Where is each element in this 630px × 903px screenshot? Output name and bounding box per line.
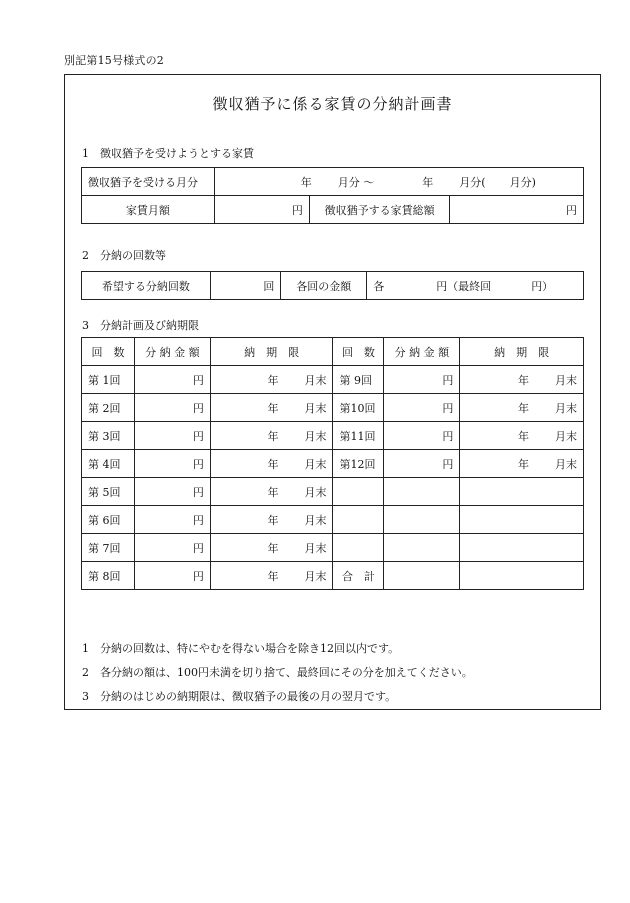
installment-due-field[interactable] bbox=[210, 562, 333, 590]
month-end: 月分( bbox=[459, 175, 486, 189]
deferral-period-label: 徴収猶予を受ける月分 bbox=[82, 168, 215, 196]
due-year: 年 bbox=[518, 429, 529, 443]
form-number-label: 別記第15号様式の2 bbox=[64, 54, 164, 67]
installment-number: 第 2回 bbox=[82, 394, 135, 422]
installment-number: 第 9回 bbox=[333, 366, 384, 394]
due-month-end: 月末 bbox=[304, 401, 327, 415]
installment-amount-field[interactable]: 円 bbox=[134, 534, 210, 562]
monthly-rent-field[interactable]: 円 bbox=[214, 196, 309, 224]
deferral-period-field[interactable] bbox=[214, 168, 583, 196]
installment-due-field[interactable] bbox=[210, 534, 333, 562]
due-year: 年 bbox=[267, 429, 279, 443]
plan-row bbox=[82, 478, 584, 506]
installment-number: 第 8回 bbox=[82, 562, 135, 590]
year-start: 年 bbox=[300, 175, 312, 189]
due-month-end: 月末 bbox=[304, 429, 327, 443]
deferral-period-row bbox=[82, 168, 584, 196]
month-start: 月分 〜 bbox=[337, 175, 375, 189]
yen-close: 円） bbox=[531, 279, 554, 293]
installment-count-label: 希望する分納回数 bbox=[82, 272, 211, 300]
due-month-end: 月末 bbox=[555, 401, 577, 415]
installment-number: 第 5回 bbox=[82, 478, 135, 506]
installment-count-field[interactable]: 回 bbox=[210, 272, 281, 300]
due-month-end: 月末 bbox=[304, 373, 327, 387]
plan-row bbox=[82, 562, 584, 590]
installment-number: 第 1回 bbox=[82, 366, 135, 394]
empty-cell bbox=[460, 534, 584, 562]
header-amount: 分 納 金 額 bbox=[384, 338, 460, 366]
installment-number: 第11回 bbox=[333, 422, 384, 450]
rent-row bbox=[82, 196, 584, 224]
installment-due-field[interactable] bbox=[210, 478, 333, 506]
installment-amount-field[interactable]: 円 bbox=[384, 394, 460, 422]
empty-cell bbox=[333, 478, 384, 506]
installment-due-field[interactable] bbox=[460, 366, 584, 394]
installment-number: 第10回 bbox=[333, 394, 384, 422]
due-year: 年 bbox=[267, 373, 279, 387]
installment-number: 第 6回 bbox=[82, 506, 135, 534]
due-year: 年 bbox=[267, 541, 279, 555]
total-label: 合 計 bbox=[333, 562, 384, 590]
plan-row bbox=[82, 534, 584, 562]
note-item: 2 各分納の額は、100円未満を切り捨て、最終回にその分を加えてください。 bbox=[82, 666, 473, 679]
installment-count-row bbox=[82, 272, 584, 300]
installment-number: 第 4回 bbox=[82, 450, 135, 478]
installment-amount-field[interactable]: 円 bbox=[134, 450, 210, 478]
installment-amount-field[interactable]: 円 bbox=[384, 422, 460, 450]
due-year: 年 bbox=[518, 401, 529, 415]
due-month-end: 月末 bbox=[304, 513, 327, 527]
year-end: 年 bbox=[422, 175, 434, 189]
header-amount: 分 納 金 額 bbox=[134, 338, 210, 366]
total-blank bbox=[460, 562, 584, 590]
month-paren: 月分) bbox=[509, 175, 536, 189]
installment-amount-field[interactable]: 円 bbox=[134, 422, 210, 450]
installment-amount-field[interactable]: 円 bbox=[134, 478, 210, 506]
installment-due-field[interactable] bbox=[460, 450, 584, 478]
due-month-end: 月末 bbox=[555, 457, 577, 471]
header-due: 納 期 限 bbox=[460, 338, 584, 366]
due-year: 年 bbox=[267, 457, 279, 471]
empty-cell bbox=[333, 534, 384, 562]
each-prefix: 各 bbox=[373, 279, 385, 293]
installment-amount-field[interactable]: 円 bbox=[134, 366, 210, 394]
empty-cell bbox=[333, 506, 384, 534]
deferred-total-field[interactable]: 円 bbox=[450, 196, 584, 224]
note-item: 1 分納の回数は、特にやむを得ない場合を除き12回以内です。 bbox=[82, 642, 400, 655]
due-year: 年 bbox=[518, 457, 529, 471]
yen-final: 円（最終回 bbox=[436, 279, 492, 293]
plan-row bbox=[82, 506, 584, 534]
deferred-total-label: 徴収猶予する家賃総額 bbox=[309, 196, 449, 224]
notes bbox=[82, 637, 473, 709]
empty-cell bbox=[460, 478, 584, 506]
section2-heading: 2 分納の回数等 bbox=[82, 249, 166, 262]
due-year: 年 bbox=[267, 569, 279, 583]
installment-amount-field[interactable]: 円 bbox=[134, 394, 210, 422]
document-title: 徴収猶予に係る家賃の分納計画書 bbox=[212, 95, 453, 113]
header-due: 納 期 限 bbox=[210, 338, 333, 366]
due-year: 年 bbox=[267, 401, 279, 415]
due-month-end: 月末 bbox=[304, 485, 327, 499]
due-month-end: 月末 bbox=[555, 429, 577, 443]
section1-table bbox=[81, 167, 584, 224]
installment-due-field[interactable] bbox=[210, 422, 333, 450]
monthly-rent-label: 家賃月額 bbox=[82, 196, 215, 224]
installment-number: 第12回 bbox=[333, 450, 384, 478]
section2-table bbox=[81, 271, 584, 300]
installment-due-field[interactable] bbox=[210, 506, 333, 534]
due-month-end: 月末 bbox=[304, 569, 327, 583]
plan-row bbox=[82, 450, 584, 478]
plan-header-row bbox=[82, 338, 584, 366]
empty-cell bbox=[384, 478, 460, 506]
plan-row bbox=[82, 394, 584, 422]
due-year: 年 bbox=[518, 373, 529, 387]
section1-heading: 1 徴収猶予を受けようとする家賃 bbox=[82, 147, 254, 160]
due-month-end: 月末 bbox=[304, 541, 327, 555]
each-amount-label: 各回の金額 bbox=[281, 272, 367, 300]
header-count: 回 数 bbox=[82, 338, 135, 366]
installment-amount-field[interactable]: 円 bbox=[384, 366, 460, 394]
empty-cell bbox=[460, 506, 584, 534]
installment-amount-field[interactable]: 円 bbox=[134, 506, 210, 534]
due-month-end: 月末 bbox=[555, 373, 577, 387]
plan-row bbox=[82, 366, 584, 394]
total-amount-field[interactable] bbox=[384, 562, 460, 590]
due-year: 年 bbox=[267, 485, 279, 499]
empty-cell bbox=[384, 534, 460, 562]
form-frame bbox=[64, 74, 601, 710]
due-month-end: 月末 bbox=[304, 457, 327, 471]
installment-amount-field[interactable]: 円 bbox=[134, 562, 210, 590]
each-amount-field[interactable] bbox=[367, 272, 584, 300]
installment-number: 第 3回 bbox=[82, 422, 135, 450]
due-year: 年 bbox=[267, 513, 279, 527]
installment-plan-table bbox=[81, 337, 584, 590]
plan-row bbox=[82, 422, 584, 450]
installment-amount-field[interactable]: 円 bbox=[384, 450, 460, 478]
installment-due-field[interactable] bbox=[210, 366, 333, 394]
section3-heading: 3 分納計画及び納期限 bbox=[82, 319, 199, 332]
empty-cell bbox=[384, 506, 460, 534]
installment-due-field[interactable] bbox=[210, 394, 333, 422]
installment-number: 第 7回 bbox=[82, 534, 135, 562]
installment-due-field[interactable] bbox=[460, 394, 584, 422]
header-count: 回 数 bbox=[333, 338, 384, 366]
installment-due-field[interactable] bbox=[460, 422, 584, 450]
installment-due-field[interactable] bbox=[210, 450, 333, 478]
note-item: 3 分納のはじめの納期限は、徴収猶予の最後の月の翌月です。 bbox=[82, 690, 397, 703]
